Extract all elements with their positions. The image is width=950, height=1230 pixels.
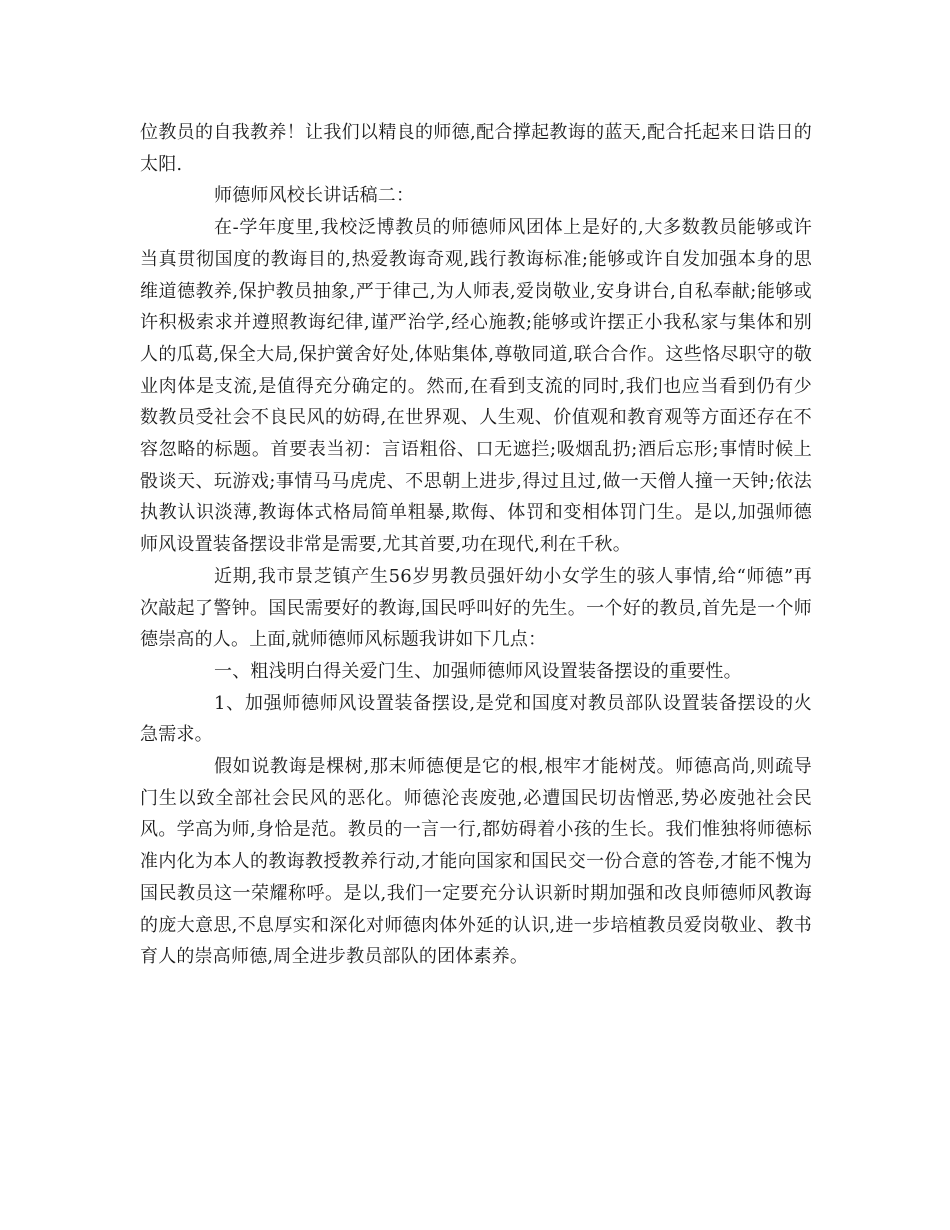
subsection-heading: 一、粗浅明白得关爱门生、加强师德师风设置装备摆设的重要性。: [214, 660, 742, 682]
paragraph: 假如说教诲是棵树,那末师德便是它的根,根牢才能树茂。师德高尚,则疏导门生以致全部社会民风的恶化。师德沦丧废弛,必遭国民切齿憎恶,势必废弛社会民风。学高为师,身恰是范。教员的一言一行,都妨碍着小孩的生长。我们惟独将师德标准内化为本人的教诲教授教养行动,才能向国家和国民交一份合意的答卷,才能不愧为国民教员这一荣耀称呼。是以,我们一定要充分认识新时期加强和改良师德师风教诲的庞大意思,不息厚实和深化对师德肉体外延的认识,进一步培植教员爱岗敬业、教书育人的崇高师德,周全进步教员部队的团体素养。: [140, 756, 812, 968]
section-heading: 师德师风校长讲话稿二：: [214, 185, 415, 207]
paragraph-continuation: 位教员的自我教养！让我们以精良的师德,配合撑起教诲的蓝天,配合托起来日诰日的太阳.: [140, 122, 812, 175]
document-body: [140, 117, 812, 973]
paragraph: 在-学年度里,我校泛博教员的师德师风团体上是好的,大多数教员能够或许当真贯彻国度的教诲目的,热爱教诲奇观,践行教诲标准;能够或许自发加强本身的思维道德教养,保护教员抽象,严于律己,为人师表,爱岗敬业,安身讲台,自私奉献;能够或许积极索求并遵照教诲纪律,谨严治学,经心施教;能够或许摆正小我私家与集体和别人的瓜葛,保全大局,保护黉舍好处,体贴集体,尊敬同道,联合合作。这些恪尽职守的敬业肉体是支流,是值得充分确定的。然而,在看到支流的同时,我们也应当看到仍有少数教员受社会不良民风的妨碍,在世界观、人生观、价值观和教育观等方面还存在不容忽略的标题。首要表当初：言语粗俗、口无遮拦;吸烟乱扔;酒后忘形;事情时候上骰谈天、玩游戏;事情马马虎虎、不思朝上进步,得过且过,做一天僧人撞一天钟;依法执教认识淡薄,教诲体式格局简单粗暴,欺侮、体罚和变相体罚门生。是以,加强师德师风设置装备摆设非常是需要,尤其首要,功在现代,利在千秋。: [140, 217, 812, 556]
paragraph: 近期,我市景芝镇产生56岁男教员强奸幼小女学生的骇人事情,给“师德”再次敲起了警钟。国民需要好的教诲,国民呼叫好的先生。一个好的教员,首先是一个师德崇高的人。上面,就师德师风标题我讲如下几点：: [140, 565, 812, 651]
subsection-point: 1、加强师德师风设置装备摆设,是党和国度对教员部队设置装备摆设的火急需求。: [140, 692, 812, 746]
